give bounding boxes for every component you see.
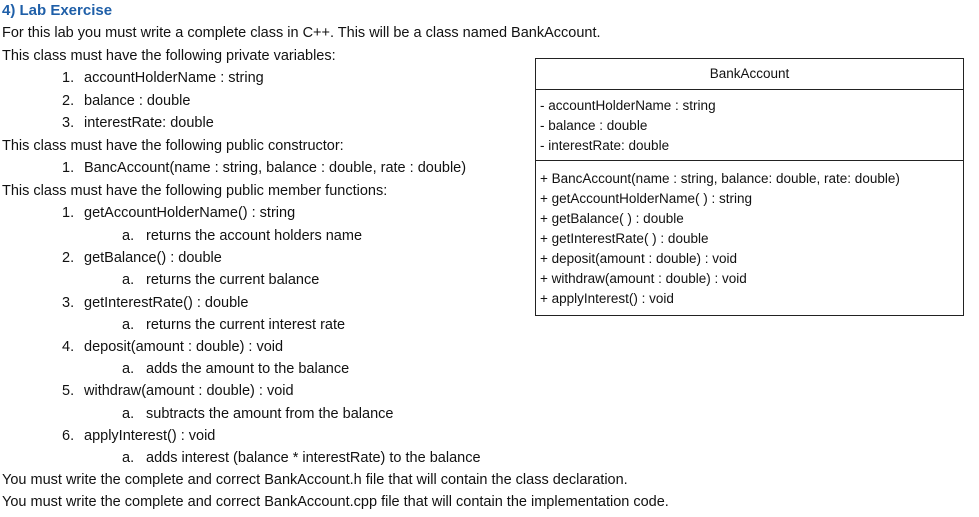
- item-number: 1.: [62, 160, 75, 176]
- item-text: applyInterest() : void: [84, 428, 216, 444]
- section-title: 4) Lab Exercise: [2, 2, 113, 19]
- item-text: interestRate: double: [84, 115, 214, 131]
- uml-attribute: - balance : double: [540, 118, 648, 133]
- function-item: [62, 381, 294, 401]
- sub-marker: a.: [122, 272, 135, 288]
- item-text: balance : double: [84, 93, 191, 109]
- item-text: getAccountHolderName() : string: [84, 205, 296, 221]
- item-number: 6.: [62, 428, 75, 444]
- uml-operation: + deposit(amount : double) : void: [540, 251, 737, 266]
- functions-heading: This class must have the following public member functions:: [2, 183, 388, 199]
- function-item: [62, 293, 248, 313]
- item-text: BancAccount(name : string, balance : double, rate : double): [84, 160, 467, 176]
- item-number: 5.: [62, 383, 75, 399]
- item-number: 4.: [62, 339, 75, 355]
- sub-text: adds interest (balance * interestRate) to the balance: [146, 450, 481, 466]
- function-item: [62, 248, 222, 268]
- uml-operations: [536, 161, 963, 309]
- item-number: 1.: [62, 70, 75, 86]
- sub-text: subtracts the amount from the balance: [146, 406, 394, 422]
- item-number: 3.: [62, 115, 75, 131]
- sub-marker: a.: [122, 228, 135, 244]
- uml-operation: + getInterestRate( ) : double: [540, 231, 709, 246]
- uml-operation: + getAccountHolderName( ) : string: [540, 191, 752, 206]
- function-description: [122, 270, 319, 290]
- item-number: 2.: [62, 250, 75, 266]
- sub-text: returns the current interest rate: [146, 317, 346, 333]
- item-number: 3.: [62, 295, 75, 311]
- item-text: withdraw(amount : double) : void: [84, 383, 294, 399]
- item-number: 1.: [62, 205, 75, 221]
- item-text: accountHolderName : string: [84, 70, 264, 86]
- uml-attribute: - accountHolderName : string: [540, 98, 716, 113]
- function-description: [122, 448, 481, 468]
- footer-cpp-file: You must write the complete and correct BankAccount.cpp file that will contain the implementation code.: [2, 494, 669, 510]
- sub-text: returns the account holders name: [146, 228, 363, 244]
- intro-text: For this lab you must write a complete class in C++. This will be a class named BankAccount.: [2, 25, 601, 41]
- constructor-item: [62, 158, 466, 178]
- uml-operation: + getBalance( ) : double: [540, 211, 684, 226]
- function-description: [122, 226, 362, 246]
- item-text: getInterestRate() : double: [84, 295, 249, 311]
- function-description: [122, 359, 349, 379]
- private-var-item: [62, 113, 214, 133]
- private-var-item: [62, 91, 190, 111]
- uml-operation: + withdraw(amount : double) : void: [540, 271, 747, 286]
- private-heading: This class must have the following private variables:: [2, 48, 336, 64]
- item-text: deposit(amount : double) : void: [84, 339, 284, 355]
- uml-class-name: BankAccount: [536, 59, 963, 90]
- uml-operation: + BancAccount(name : string, balance: double, rate: double): [540, 171, 900, 186]
- function-item: [62, 203, 295, 223]
- function-description: [122, 404, 393, 424]
- item-text: getBalance() : double: [84, 250, 222, 266]
- function-item: [62, 426, 215, 446]
- item-number: 2.: [62, 93, 75, 109]
- uml-attribute: - interestRate: double: [540, 138, 670, 153]
- sub-marker: a.: [122, 450, 135, 466]
- sub-marker: a.: [122, 317, 135, 333]
- sub-marker: a.: [122, 361, 135, 377]
- sub-text: returns the current balance: [146, 272, 320, 288]
- uml-operation: + applyInterest() : void: [540, 291, 674, 306]
- function-description: [122, 315, 345, 335]
- footer-header-file: You must write the complete and correct BankAccount.h file that will contain the class declaration.: [2, 472, 628, 488]
- uml-class-diagram: [535, 58, 964, 316]
- function-item: [62, 337, 283, 357]
- sub-text: adds the amount to the balance: [146, 361, 350, 377]
- constructor-heading: This class must have the following public constructor:: [2, 138, 344, 154]
- uml-attributes: [536, 90, 963, 161]
- private-var-item: [62, 68, 264, 88]
- sub-marker: a.: [122, 406, 135, 422]
